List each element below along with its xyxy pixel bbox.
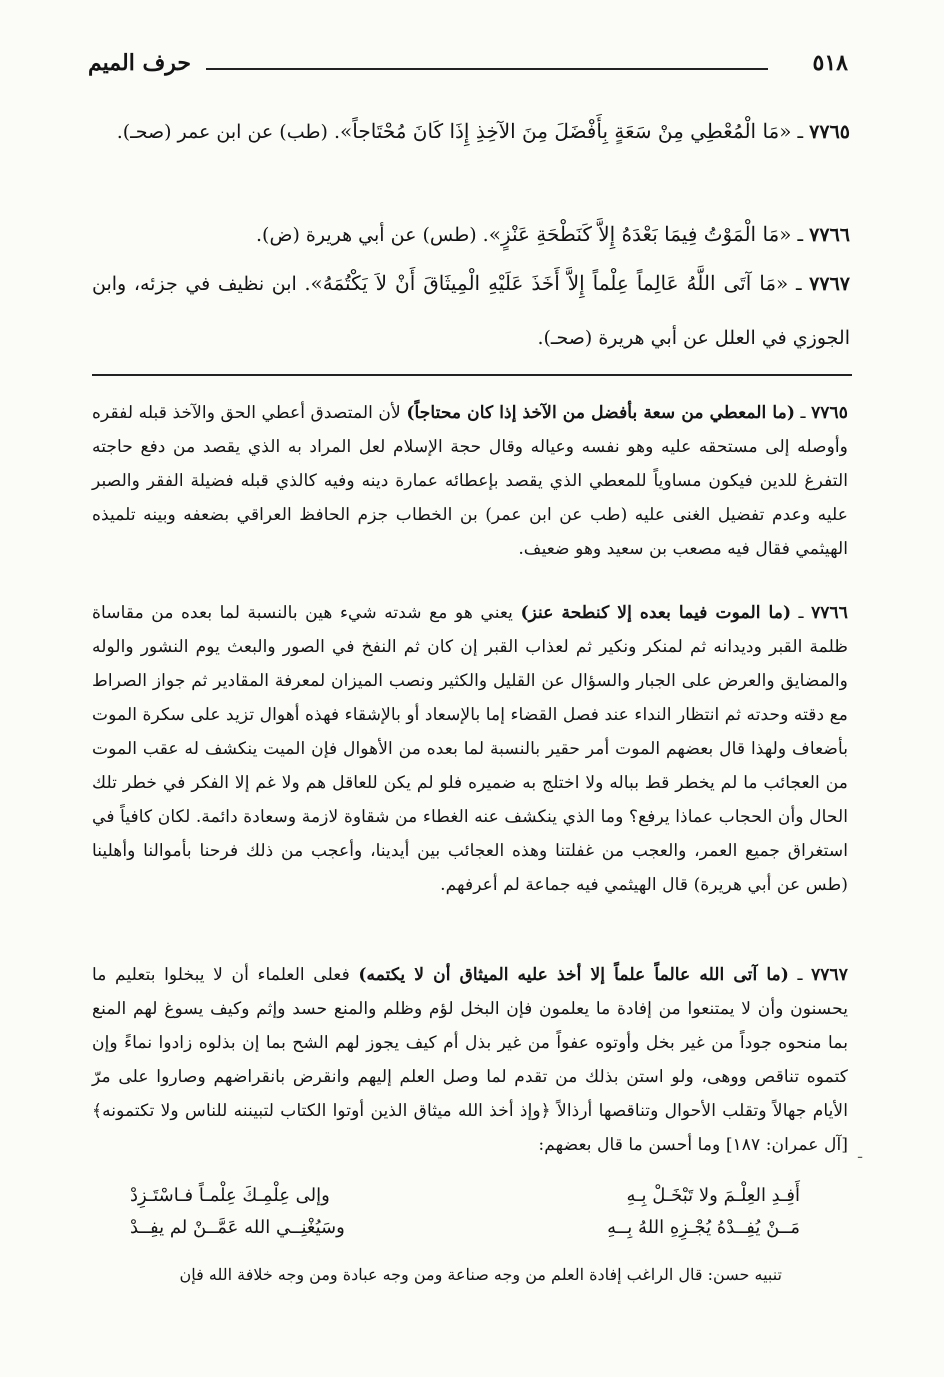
hadith-matn: «مَا الْمُعْطِي مِنْ سَعَةٍ بِأَفْضَلَ مِنَ الآخِذِ إِذَا كَانَ مُحْتَاجاً» — [340, 119, 792, 143]
chapter-title: حرف الميم — [88, 50, 192, 76]
poem-verse — [100, 1180, 860, 1212]
commentary-text: فعلى العلماء أن لا يبخلوا بتعليم ما يحسنون وأن لا يمتنعوا من إفادة ما يعلمون فإن البخل لؤم وظلم والمنع حسد وإثم وكيف يسوغ لهم المنع بما منحوه جوداً من غير بخل وأوتوه عفواً من غير بذل أم كيف يجوز لهم الشح بما إن بذلوه زادوا نماءً وإن كتموه تناقص ووهى، ولو استن بذلك من تقدم لما وصل العلم إليهم وانقرض بانقراضهم وصاروا على مرّ الأيام جهالاً وتقلب الأحوال وتناقصها أرذالاً ﴿وإذ أخذ الله ميثاق الذين أوتوا الكتاب لتبيننه للناس ولا تكتمونه﴾ [آل عمران: ١٨٧] وما أحسن ما قال بعضهم: — [92, 965, 848, 1155]
poem — [100, 1180, 860, 1244]
hadith-number: ٧٧٦٥ — [809, 121, 850, 143]
hadith-matn: «مَا الْمَوْتُ فِيمَا بَعْدَهُ إِلاَّ كَنَطْحَةِ عَنْزٍ» — [488, 222, 792, 246]
page-header — [88, 46, 848, 82]
commentary-lemma: (ما الموت فيما بعده إلا كنطحة عنز) — [520, 603, 792, 623]
hadith-number: ٧٧٦٧ — [809, 273, 850, 295]
poem-hemistich-first: مَــنْ يُفِــدْهُ يُجْـزِهِ اللهُ بِــهِ — [607, 1217, 800, 1238]
page-number: ٥١٨ — [812, 50, 848, 76]
commentary-7766: ٧٧٦٦ ـ (ما الموت فيما بعده إلا كنطحة عنز) يعني هو مع شدته شيء هين بالنسبة لما بعده من مقاساة ظلمة القبر وديدانه ثم لمنكر ونكير ثم لعذاب القبر إن كان ثم النفخ في الصور والبعث يوم النشور والوله والمضايق والعرض على الجبار والسؤال عن القليل والكثير ونصب الميزان لمعرفة المقادير ثم جواز الصراط مع دقته وحدته ثم انتظار النداء عند فصل القضاء إما بالإسعاد أو بالإشقاء فهذه أهوال تزيد على سكرة الموت بأضعاف ولهذا قال بعضهم الموت أمر حقير بالنسبة لما بعده من الأهوال فإن الميت ينكشف له عقب الموت من العجائب ما لم يخطر قط بباله ولا اختلج به ضميره فلو لم يكن للعاقل هم ولا غم إلا الفكر في خطر تلك الحال وأن الحجاب عماذا يرفع؟ وما الذي ينكشف عنه الغطاء من شقاوة لازمة وسعادة دائمة. لكان كافياً في استغراق جميع العمر، والعجب من غفلتنا وهذه العجائب بين أيدينا، وأعجب من ذلك فرحنا بأموالنا وأهلينا (طس عن أبي هريرة) قال الهيثمي فيه جماعة لم أعرفهم. — [92, 603, 848, 895]
commentary-7767: ٧٧٦٧ ـ (ما آتى الله عالماً علماً إلا أخذ عليه الميثاق أن لا يكتمه) فعلى العلماء أن لا يبخلوا بتعليم ما يحسنون وأن لا يمتنعوا من إفادة ما يعلمون فإن البخل لؤم وظلم والمنع حسد وإثم وكيف يسوغ لهم المنع بما منحوه جوداً من غير بخل وأوتوه عفواً من غير بذل أم كيف يجوز لهم الشح بما إن بذلوه زادوا نماءً وإن كتموه تناقص ووهى، ولو استن بذلك من تقدم لما وصل العلم إليهم وانقرض بانقراضهم وصاروا على مرّ الأيام جهالاً وتقلب الأحوال وتناقصها أرذالاً ﴿وإذ أخذ الله ميثاق الذين أوتوا الكتاب لتبيننه للناس ولا تكتمونه﴾ [آل عمران: ١٨٧] وما أحسن ما قال بعضهم: — [92, 965, 849, 1155]
hadith-7767: ٧٧٦٧ ـ «مَا آتَى اللَّهُ عَالِماً عِلْماً إِلاَّ أَخَذَ عَلَيْهِ الْمِيثَاقَ أَنْ لاَ يَكْتُمَهُ». ابن نظيف في جزئه، وابن الجوزي في العلل عن أبي هريرة (صحـ). — [92, 271, 850, 349]
poem-verse — [100, 1212, 860, 1244]
hadith-7766: ٧٧٦٦ ـ «مَا الْمَوْتُ فِيمَا بَعْدَهُ إِلاَّ كَنَطْحَةِ عَنْزٍ». (طس) عن أبي هريرة (ض). — [256, 222, 850, 246]
poem-hemistich-first: أَفِـدِ العِلْـمَ ولا تَبْخَـلْ بِـهِ — [626, 1185, 800, 1206]
hadith-number: ٧٧٦٦ — [809, 224, 850, 246]
commentary-text: يعني هو مع شدته شيء هين بالنسبة لما بعده من مقاساة ظلمة القبر وديدانه ثم لمنكر ونكير ثم لعذاب القبر إن كان ثم النفخ في الصور والبعث يوم النشور والوله والمضايق والعرض على الجبار والسؤال عن القليل والكثير ونصب الميزان لمعرفة المقادير ثم جواز الصراط مع دقته وحدته ثم انتظار النداء عند فصل القضاء إما بالإسعاد أو بالإشقاء فهذه أهوال تزيد على سكرة الموت بأضعاف ولهذا قال بعضهم الموت أمر حقير بالنسبة لما بعده من الأهوال فإن الميت ينكشف له عقب الموت من العجائب ما لم يخطر قط بباله ولا اختلج به ضميره فلو لم يكن للعاقل هم ولا غم إلا الفكر في خطر تلك الحال وأن الحجاب عماذا يرفع؟ وما الذي ينكشف عنه الغطاء من شقاوة لازمة وسعادة دائمة. لكان كافياً في استغراق جميع العمر، والعجب من غفلتنا وهذه العجائب بين أيدينا، وأعجب من ذلك فرحنا بأموالنا وأهلينا (طس عن أبي هريرة) قال الهيثمي فيه جماعة لم أعرفهم. — [92, 603, 848, 895]
commentary-lemma: (ما آتى الله عالماً علماً إلا أخذ عليه الميثاق أن لا يكتمه) — [358, 965, 789, 985]
hadith-source: . ابن نظيف في جزئه، وابن الجوزي في العلل عن أبي هريرة (صحـ). — [92, 273, 850, 349]
commentary-number: ٧٧٦٥ — [811, 403, 848, 423]
commentary-lemma: (ما المعطي من سعة بأفضل من الآخذ إذا كان محتاجاً) — [406, 403, 795, 423]
margin-mark: ـ — [858, 1146, 863, 1162]
hadith-source: . (طس) عن أبي هريرة (ض). — [256, 224, 489, 246]
poem-hemistich-second: وسَيُغْنِــي الله عَمَّــنْ لم يفِــدْ — [130, 1217, 345, 1238]
commentary-text: لأن المتصدق أعطي الحق والآخذ قبله لفقره وأوصله إلى مستحقه عليه وهو نفسه وعياله وقال حجة الإسلام لعل المراد به الذي يقصد من دفع حاجته التفرغ للدين فيكون مساوياً للمعطي الذي يقصد بإعطائه عمارة دينه وفيه كالذي قبله فضيلة الفقر والصبر عليه وعدم تفضيل الغنى عليه (طب عن ابن عمر) بن الخطاب جزم الحافظ العراقي بضعفه وبينه تلميذه الهيثمي فقال فيه مصعب بن سعيد وهو ضعيف. — [92, 403, 848, 559]
footnote-tanbih: تنبيه حسن: قال الراغب إفادة العلم من وجه صناعة ومن وجه عبادة ومن وجه خلافة الله فإن — [179, 1265, 782, 1284]
section-separator — [92, 374, 852, 376]
commentary-7765: ٧٧٦٥ ـ (ما المعطي من سعة بأفضل من الآخذ إذا كان محتاجاً) لأن المتصدق أعطي الحق والآخذ قبله لفقره وأوصله إلى مستحقه عليه وهو نفسه وعياله وقال حجة الإسلام لعل المراد به الذي يقصد من دفع حاجته التفرغ للدين فيكون مساوياً للمعطي الذي يقصد بإعطائه عمارة دينه وفيه كالذي قبله فضيلة الفقر والصبر عليه وعدم تفضيل الغنى عليه (طب عن ابن عمر) بن الخطاب جزم الحافظ العراقي بضعفه وبينه تلميذه الهيثمي فقال فيه مصعب بن سعيد وهو ضعيف. — [92, 403, 848, 559]
commentary-number: ٧٧٦٦ — [811, 603, 848, 623]
commentary-number: ٧٧٦٧ — [811, 965, 849, 985]
hadith-source: . (طب) عن ابن عمر (صحـ). — [116, 121, 340, 143]
header-rule — [206, 68, 768, 70]
hadith-matn: «مَا آتَى اللَّهُ عَالِماً عِلْماً إِلاَّ أَخَذَ عَلَيْهِ الْمِيثَاقَ أَنْ لاَ يَكْتُمَهُ» — [310, 271, 789, 295]
poem-hemistich-second: وإلى عِلْمِـكَ عِلْمـاً فـاسْتَـزِدْ — [130, 1185, 330, 1206]
hadith-7765: ٧٧٦٥ ـ «مَا الْمُعْطِي مِنْ سَعَةٍ بِأَفْضَلَ مِنَ الآخِذِ إِذَا كَانَ مُحْتَاجاً». (طب) عن ابن عمر (صحـ). — [116, 119, 850, 143]
